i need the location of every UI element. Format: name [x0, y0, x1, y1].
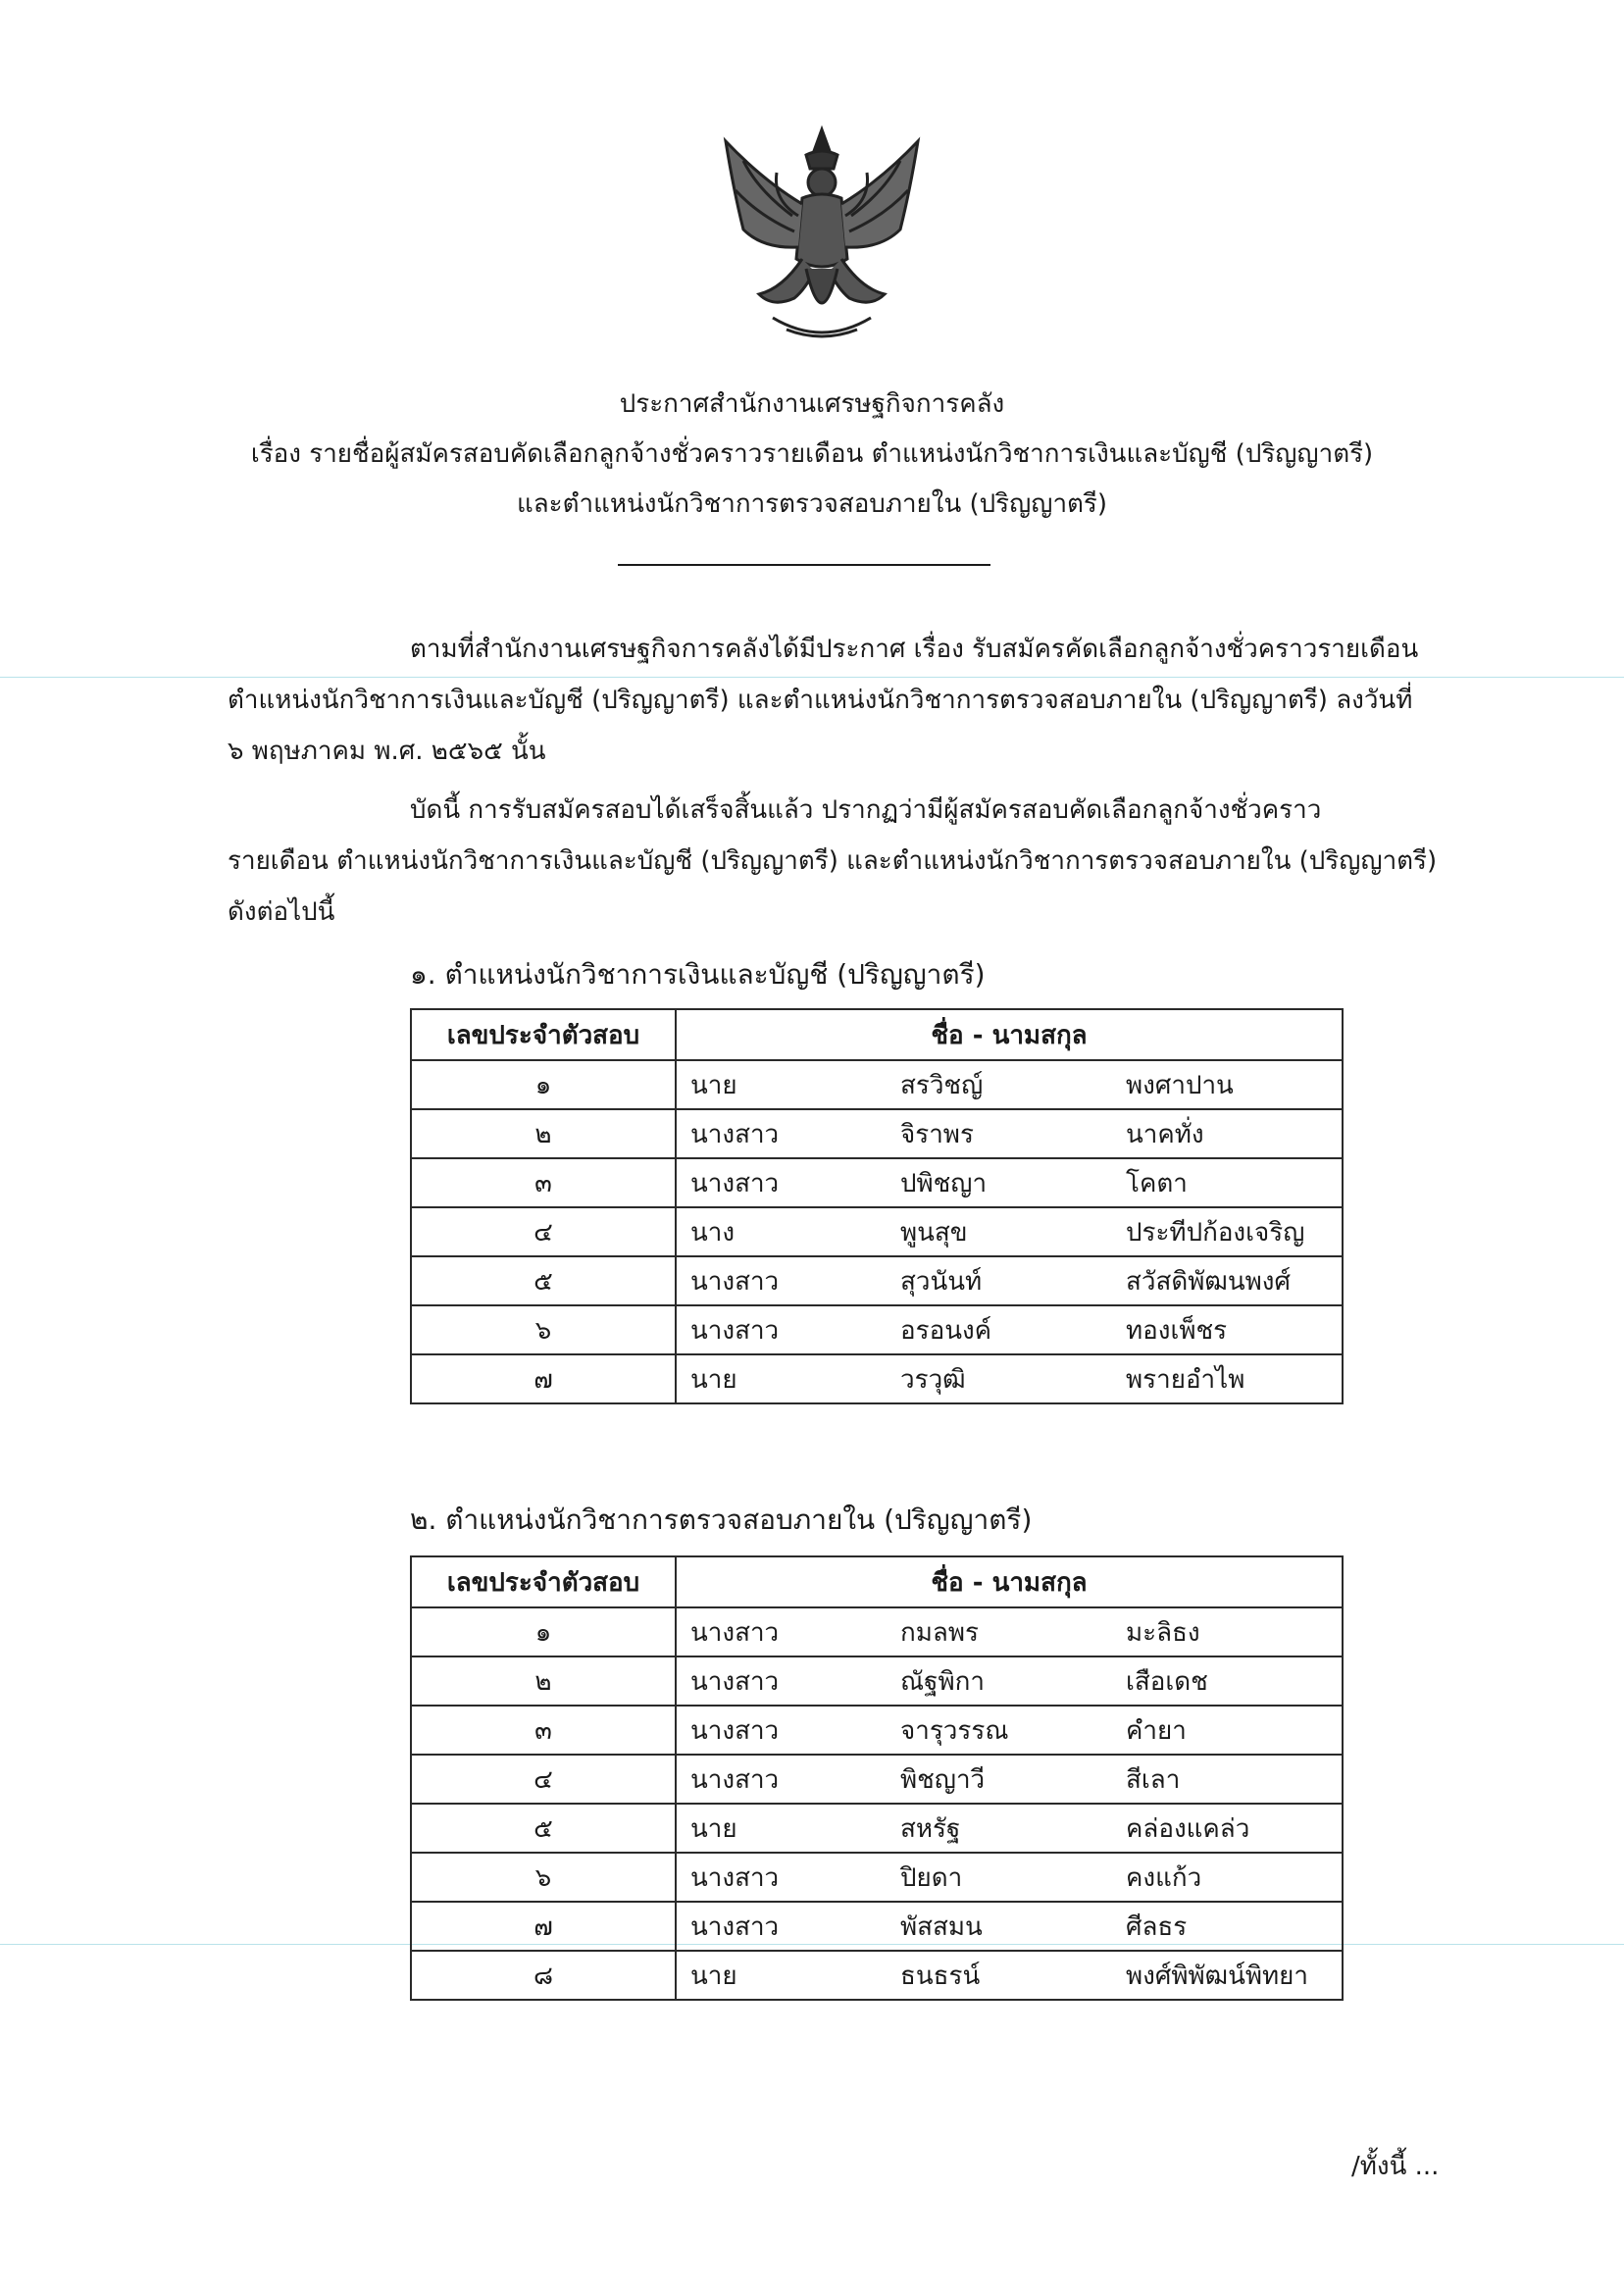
- first-name-cell: จิราพร: [887, 1109, 1112, 1158]
- table-row: [411, 1804, 1343, 1853]
- column-header-full-name: ชื่อ - นามสกุล: [676, 1009, 1343, 1060]
- paragraph-1-line-3: ๖ พฤษภาคม พ.ศ. ๒๕๖๕ นั้น: [228, 737, 546, 766]
- table-row: [411, 1305, 1343, 1354]
- table-header-row: [411, 1556, 1343, 1607]
- last-name-cell: โคตา: [1112, 1158, 1343, 1207]
- table-row: [411, 1951, 1343, 2000]
- last-name-cell: พรายอำไพ: [1112, 1354, 1343, 1403]
- table-row: [411, 1902, 1343, 1951]
- name-title-cell: นาย: [676, 1951, 887, 2000]
- name-title-cell: นาย: [676, 1060, 887, 1109]
- exam-id-cell: ๖: [411, 1853, 676, 1902]
- name-title-cell: นางสาว: [676, 1109, 887, 1158]
- paragraph-2-line-2: รายเดือน ตำแหน่งนักวิชาการเงินและบัญชี (ปริญญาตรี) และตำแหน่งนักวิชาการตรวจสอบภายใน (ปริญญาตรี): [228, 846, 1438, 876]
- table-row: [411, 1207, 1343, 1256]
- last-name-cell: สวัสดิพัฒนพงศ์: [1112, 1256, 1343, 1305]
- last-name-cell: ศีลธร: [1112, 1902, 1343, 1951]
- last-name-cell: พงศาปาน: [1112, 1060, 1343, 1109]
- first-name-cell: พิชญาวี: [887, 1755, 1112, 1804]
- paragraph-2-line-3: ดังต่อไปนี้: [228, 897, 335, 927]
- name-title-cell: นาย: [676, 1804, 887, 1853]
- last-name-cell: ประทีปก้องเจริญ: [1112, 1207, 1343, 1256]
- last-name-cell: พงศ์พิพัฒน์พิทยา: [1112, 1951, 1343, 2000]
- exam-id-cell: ๑: [411, 1060, 676, 1109]
- table-row: [411, 1109, 1343, 1158]
- table-row: [411, 1256, 1343, 1305]
- name-title-cell: นางสาว: [676, 1256, 887, 1305]
- section-2-table: [410, 1555, 1344, 2001]
- last-name-cell: มะลิธง: [1112, 1607, 1343, 1656]
- first-name-cell: ธนธรน์: [887, 1951, 1112, 2000]
- announcement-subject-line2: และตำแหน่งนักวิชาการตรวจสอบภายใน (ปริญญาตรี): [516, 489, 1108, 519]
- exam-id-cell: ๗: [411, 1354, 676, 1403]
- last-name-cell: นาคทั่ง: [1112, 1109, 1343, 1158]
- table-row: [411, 1607, 1343, 1656]
- exam-id-cell: ๒: [411, 1656, 676, 1706]
- last-name-cell: คล่องแคล่ว: [1112, 1804, 1343, 1853]
- name-title-cell: นาง: [676, 1207, 887, 1256]
- table-row: [411, 1706, 1343, 1755]
- table-row: [411, 1354, 1343, 1403]
- exam-id-cell: ๔: [411, 1755, 676, 1804]
- exam-id-cell: ๕: [411, 1804, 676, 1853]
- column-header-exam-id: เลขประจำตัวสอบ: [411, 1009, 676, 1060]
- first-name-cell: ณัฐพิกา: [887, 1656, 1112, 1706]
- table-row: [411, 1755, 1343, 1804]
- first-name-cell: สุวนันท์: [887, 1256, 1112, 1305]
- table-row: [411, 1853, 1343, 1902]
- paragraph-2-line-1: บัดนี้ การรับสมัครสอบได้เสร็จสิ้นแล้ว ปรากฏว่ามีผู้สมัครสอบคัดเลือกลูกจ้างชั่วคราว: [410, 795, 1322, 825]
- section-2-title: ๒. ตำแหน่งนักวิชาการตรวจสอบภายใน (ปริญญาตรี): [410, 1503, 1033, 1536]
- exam-id-cell: ๓: [411, 1158, 676, 1207]
- table-header-row: [411, 1009, 1343, 1060]
- first-name-cell: อรอนงค์: [887, 1305, 1112, 1354]
- last-name-cell: เสือเดช: [1112, 1656, 1343, 1706]
- name-title-cell: นาย: [676, 1354, 887, 1403]
- last-name-cell: ทองเพ็ชร: [1112, 1305, 1343, 1354]
- first-name-cell: ปพิชญา: [887, 1158, 1112, 1207]
- column-header-exam-id: เลขประจำตัวสอบ: [411, 1556, 676, 1607]
- continuation-note: /ทั้งนี้ ...: [1351, 2152, 1440, 2181]
- table-row: [411, 1158, 1343, 1207]
- announcement-subject-line1: เรื่อง รายชื่อผู้สมัครสอบคัดเลือกลูกจ้างชั่วคราวรายเดือน ตำแหน่งนักวิชาการเงินและบัญชี (ปริญญาตรี): [250, 439, 1374, 469]
- paragraph-1-line-2: ตำแหน่งนักวิชาการเงินและบัญชี (ปริญญาตรี) และตำแหน่งนักวิชาการตรวจสอบภายใน (ปริญญาตรี) ลงวันที่: [228, 686, 1413, 715]
- name-title-cell: นางสาว: [676, 1305, 887, 1354]
- last-name-cell: คงแก้ว: [1112, 1853, 1343, 1902]
- header-divider: [618, 564, 990, 566]
- name-title-cell: นางสาว: [676, 1656, 887, 1706]
- first-name-cell: พัสสมน: [887, 1902, 1112, 1951]
- first-name-cell: สรวิชญ์: [887, 1060, 1112, 1109]
- garuda-emblem-icon: [704, 122, 939, 347]
- first-name-cell: กมลพร: [887, 1607, 1112, 1656]
- last-name-cell: คำยา: [1112, 1706, 1343, 1755]
- exam-id-cell: ๕: [411, 1256, 676, 1305]
- name-title-cell: นางสาว: [676, 1902, 887, 1951]
- first-name-cell: พูนสุข: [887, 1207, 1112, 1256]
- section-1-title: ๑. ตำแหน่งนักวิชาการเงินและบัญชี (ปริญญาตรี): [410, 958, 986, 991]
- first-name-cell: จารุวรรณ: [887, 1706, 1112, 1755]
- name-title-cell: นางสาว: [676, 1755, 887, 1804]
- announcement-title: ประกาศสำนักงานเศรษฐกิจการคลัง: [619, 389, 1005, 419]
- name-title-cell: นางสาว: [676, 1158, 887, 1207]
- first-name-cell: วรวุฒิ: [887, 1354, 1112, 1403]
- exam-id-cell: ๔: [411, 1207, 676, 1256]
- exam-id-cell: ๑: [411, 1607, 676, 1656]
- column-header-full-name: ชื่อ - นามสกุล: [676, 1556, 1343, 1607]
- name-title-cell: นางสาว: [676, 1853, 887, 1902]
- first-name-cell: สหรัฐ: [887, 1804, 1112, 1853]
- last-name-cell: สีเลา: [1112, 1755, 1343, 1804]
- exam-id-cell: ๖: [411, 1305, 676, 1354]
- exam-id-cell: ๒: [411, 1109, 676, 1158]
- name-title-cell: นางสาว: [676, 1607, 887, 1656]
- section-1-table: [410, 1008, 1344, 1404]
- table-row: [411, 1656, 1343, 1706]
- exam-id-cell: ๘: [411, 1951, 676, 2000]
- paragraph-1-line-1: ตามที่สำนักงานเศรษฐกิจการคลังได้มีประกาศ เรื่อง รับสมัครคัดเลือกลูกจ้างชั่วคราวรายเดือน: [410, 635, 1419, 664]
- exam-id-cell: ๓: [411, 1706, 676, 1755]
- exam-id-cell: ๗: [411, 1902, 676, 1951]
- first-name-cell: ปิยดา: [887, 1853, 1112, 1902]
- name-title-cell: นางสาว: [676, 1706, 887, 1755]
- table-row: [411, 1060, 1343, 1109]
